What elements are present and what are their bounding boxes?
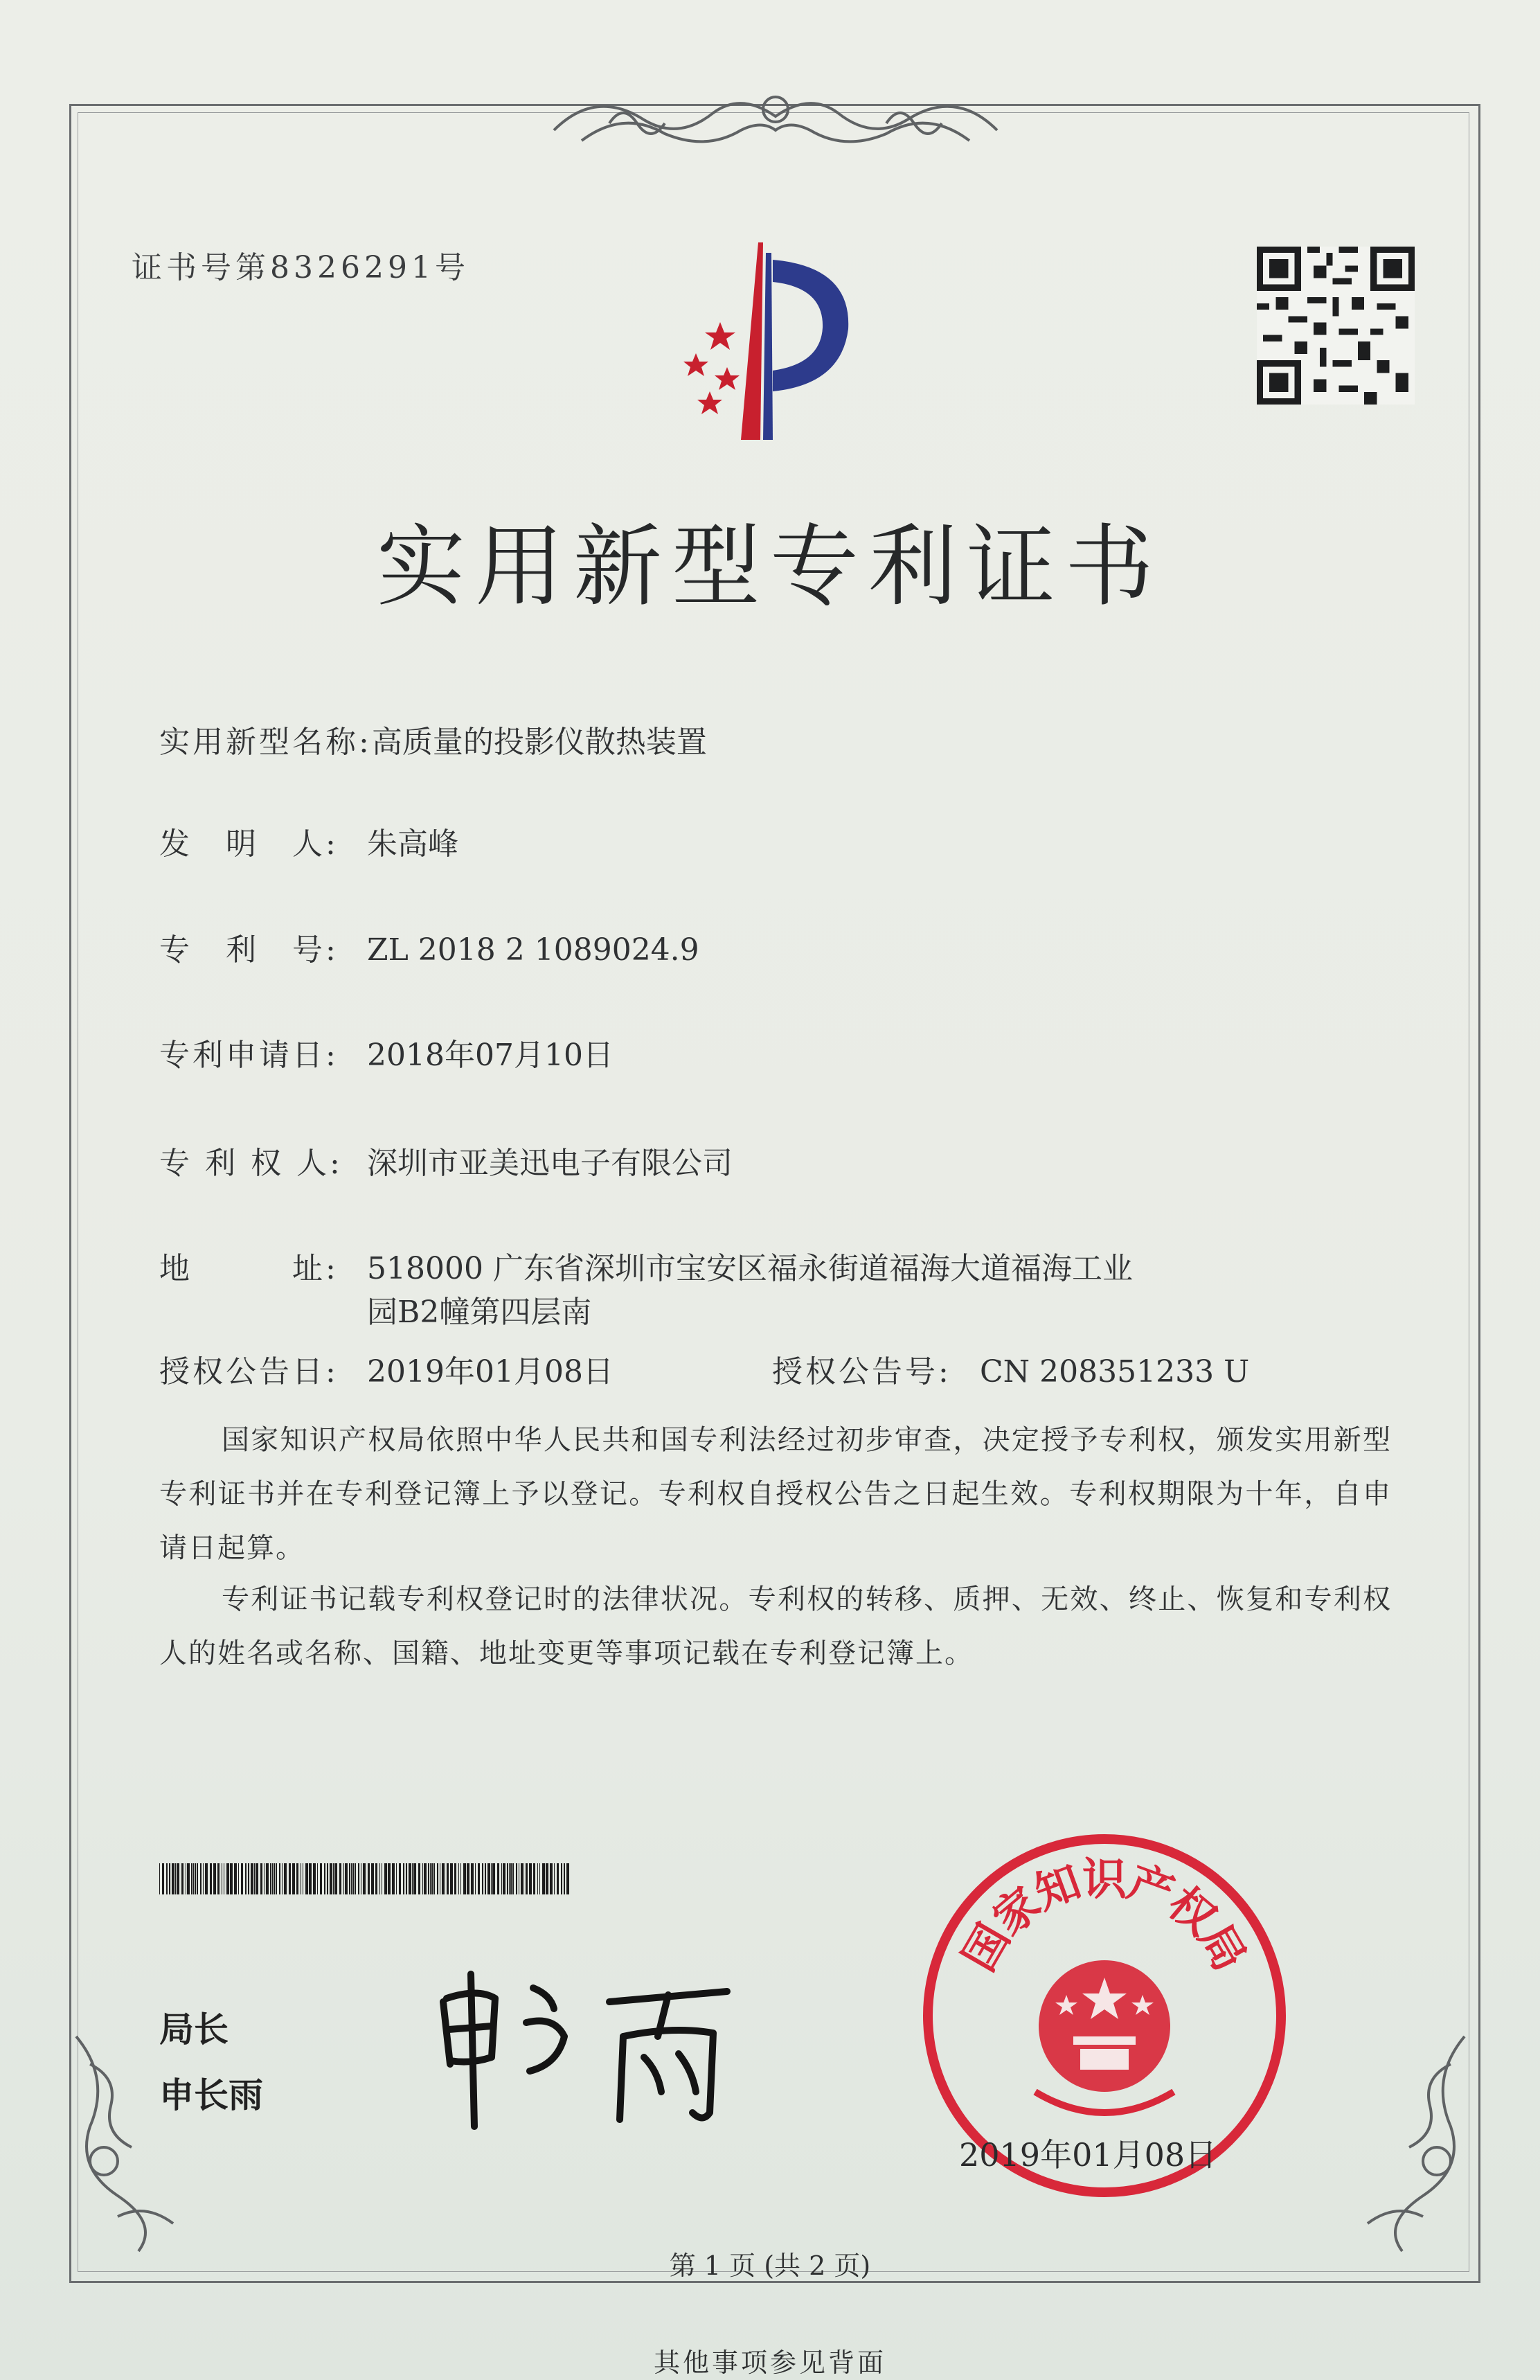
bottom-right-ornament — [1326, 2023, 1478, 2258]
field-value: 朱高峰 — [367, 826, 458, 862]
cnipa-logo-icon — [644, 239, 907, 447]
field-label: 发 明 人: — [159, 826, 339, 862]
paragraph-1: 国家知识产权局依照中华人民共和国专利法经过初步审查，决定授予专利权，颁发实用新型专利证书并在专利登记簿上予以登记。专利权自授权公告之日起生效。专利权期限为十年，自申请日起算。 — [159, 1424, 1392, 1564]
field-value: 园B2幢第四层南 — [367, 1295, 592, 1330]
field-patentee — [159, 1138, 733, 1182]
seal-date: 2019年01月08日 — [959, 2136, 1217, 2174]
director-signature — [436, 1960, 755, 2133]
certificate-number: 证书号第8326291号 — [132, 250, 469, 285]
barcode-icon — [159, 1863, 571, 1894]
field-inventor — [159, 819, 458, 863]
field-value: ZL 2018 2 1089024.9 — [367, 932, 699, 968]
director-name: 申长雨 — [159, 2075, 263, 2115]
field-label: 授权公告日: — [159, 1354, 339, 1389]
field-grant-number — [772, 1347, 1249, 1391]
field-label: 地 址: — [159, 1251, 339, 1286]
field-value: 高质量的投影仪散热装置 — [371, 725, 707, 760]
top-ornament — [540, 82, 1011, 158]
seal-char: 识 — [1082, 1854, 1127, 1906]
field-value: 2018年07月10日 — [367, 1038, 614, 1073]
page-number: 第 1 页 (共 2 页) — [669, 2250, 871, 2281]
seal-char: 局 — [1188, 1915, 1255, 1980]
field-value: CN 208351233 U — [980, 1354, 1250, 1389]
director-title: 局长 — [159, 2009, 229, 2050]
field-label: 授权公告号: — [772, 1354, 951, 1389]
field-label: 专 利 号: — [159, 932, 339, 968]
seal-char: 权 — [1158, 1877, 1226, 1946]
bottom-left-ornament — [62, 2023, 215, 2258]
field-address-line2 — [367, 1287, 591, 1331]
seal-char: 家 — [983, 1877, 1051, 1946]
footer-note: 其他事项参见背面 — [653, 2347, 886, 2378]
field-value: 深圳市亚美迅电子有限公司 — [367, 1146, 733, 1181]
paragraph-2: 专利证书记载专利权登记时的法律状况。专利权的转移、质押、无效、终止、恢复和专利权人的姓名或名称、国籍、地址变更等事项记载在专利登记簿上。 — [159, 1583, 1392, 1669]
field-value: 2019年01月08日 — [367, 1354, 614, 1389]
field-patent-number — [159, 925, 699, 969]
qr-code-icon — [1257, 244, 1415, 407]
seal-char: 国 — [953, 1915, 1021, 1980]
field-filing-date — [159, 1030, 614, 1074]
field-address — [159, 1243, 1133, 1288]
certificate-title: 实用新型专利证书 — [376, 515, 1163, 619]
field-grant-date — [159, 1347, 614, 1391]
field-label: 专 利 权 人: — [159, 1146, 343, 1181]
seal-char: 产 — [1121, 1856, 1181, 1920]
field-value: 518000 广东省深圳市宝安区福永街道福海大道福海工业 — [367, 1251, 1133, 1286]
field-utility-model-name — [159, 717, 707, 761]
seal-char: 知 — [1028, 1856, 1088, 1920]
field-label: 专利申请日: — [159, 1038, 339, 1073]
field-label: 实用新型名称: — [159, 725, 372, 760]
